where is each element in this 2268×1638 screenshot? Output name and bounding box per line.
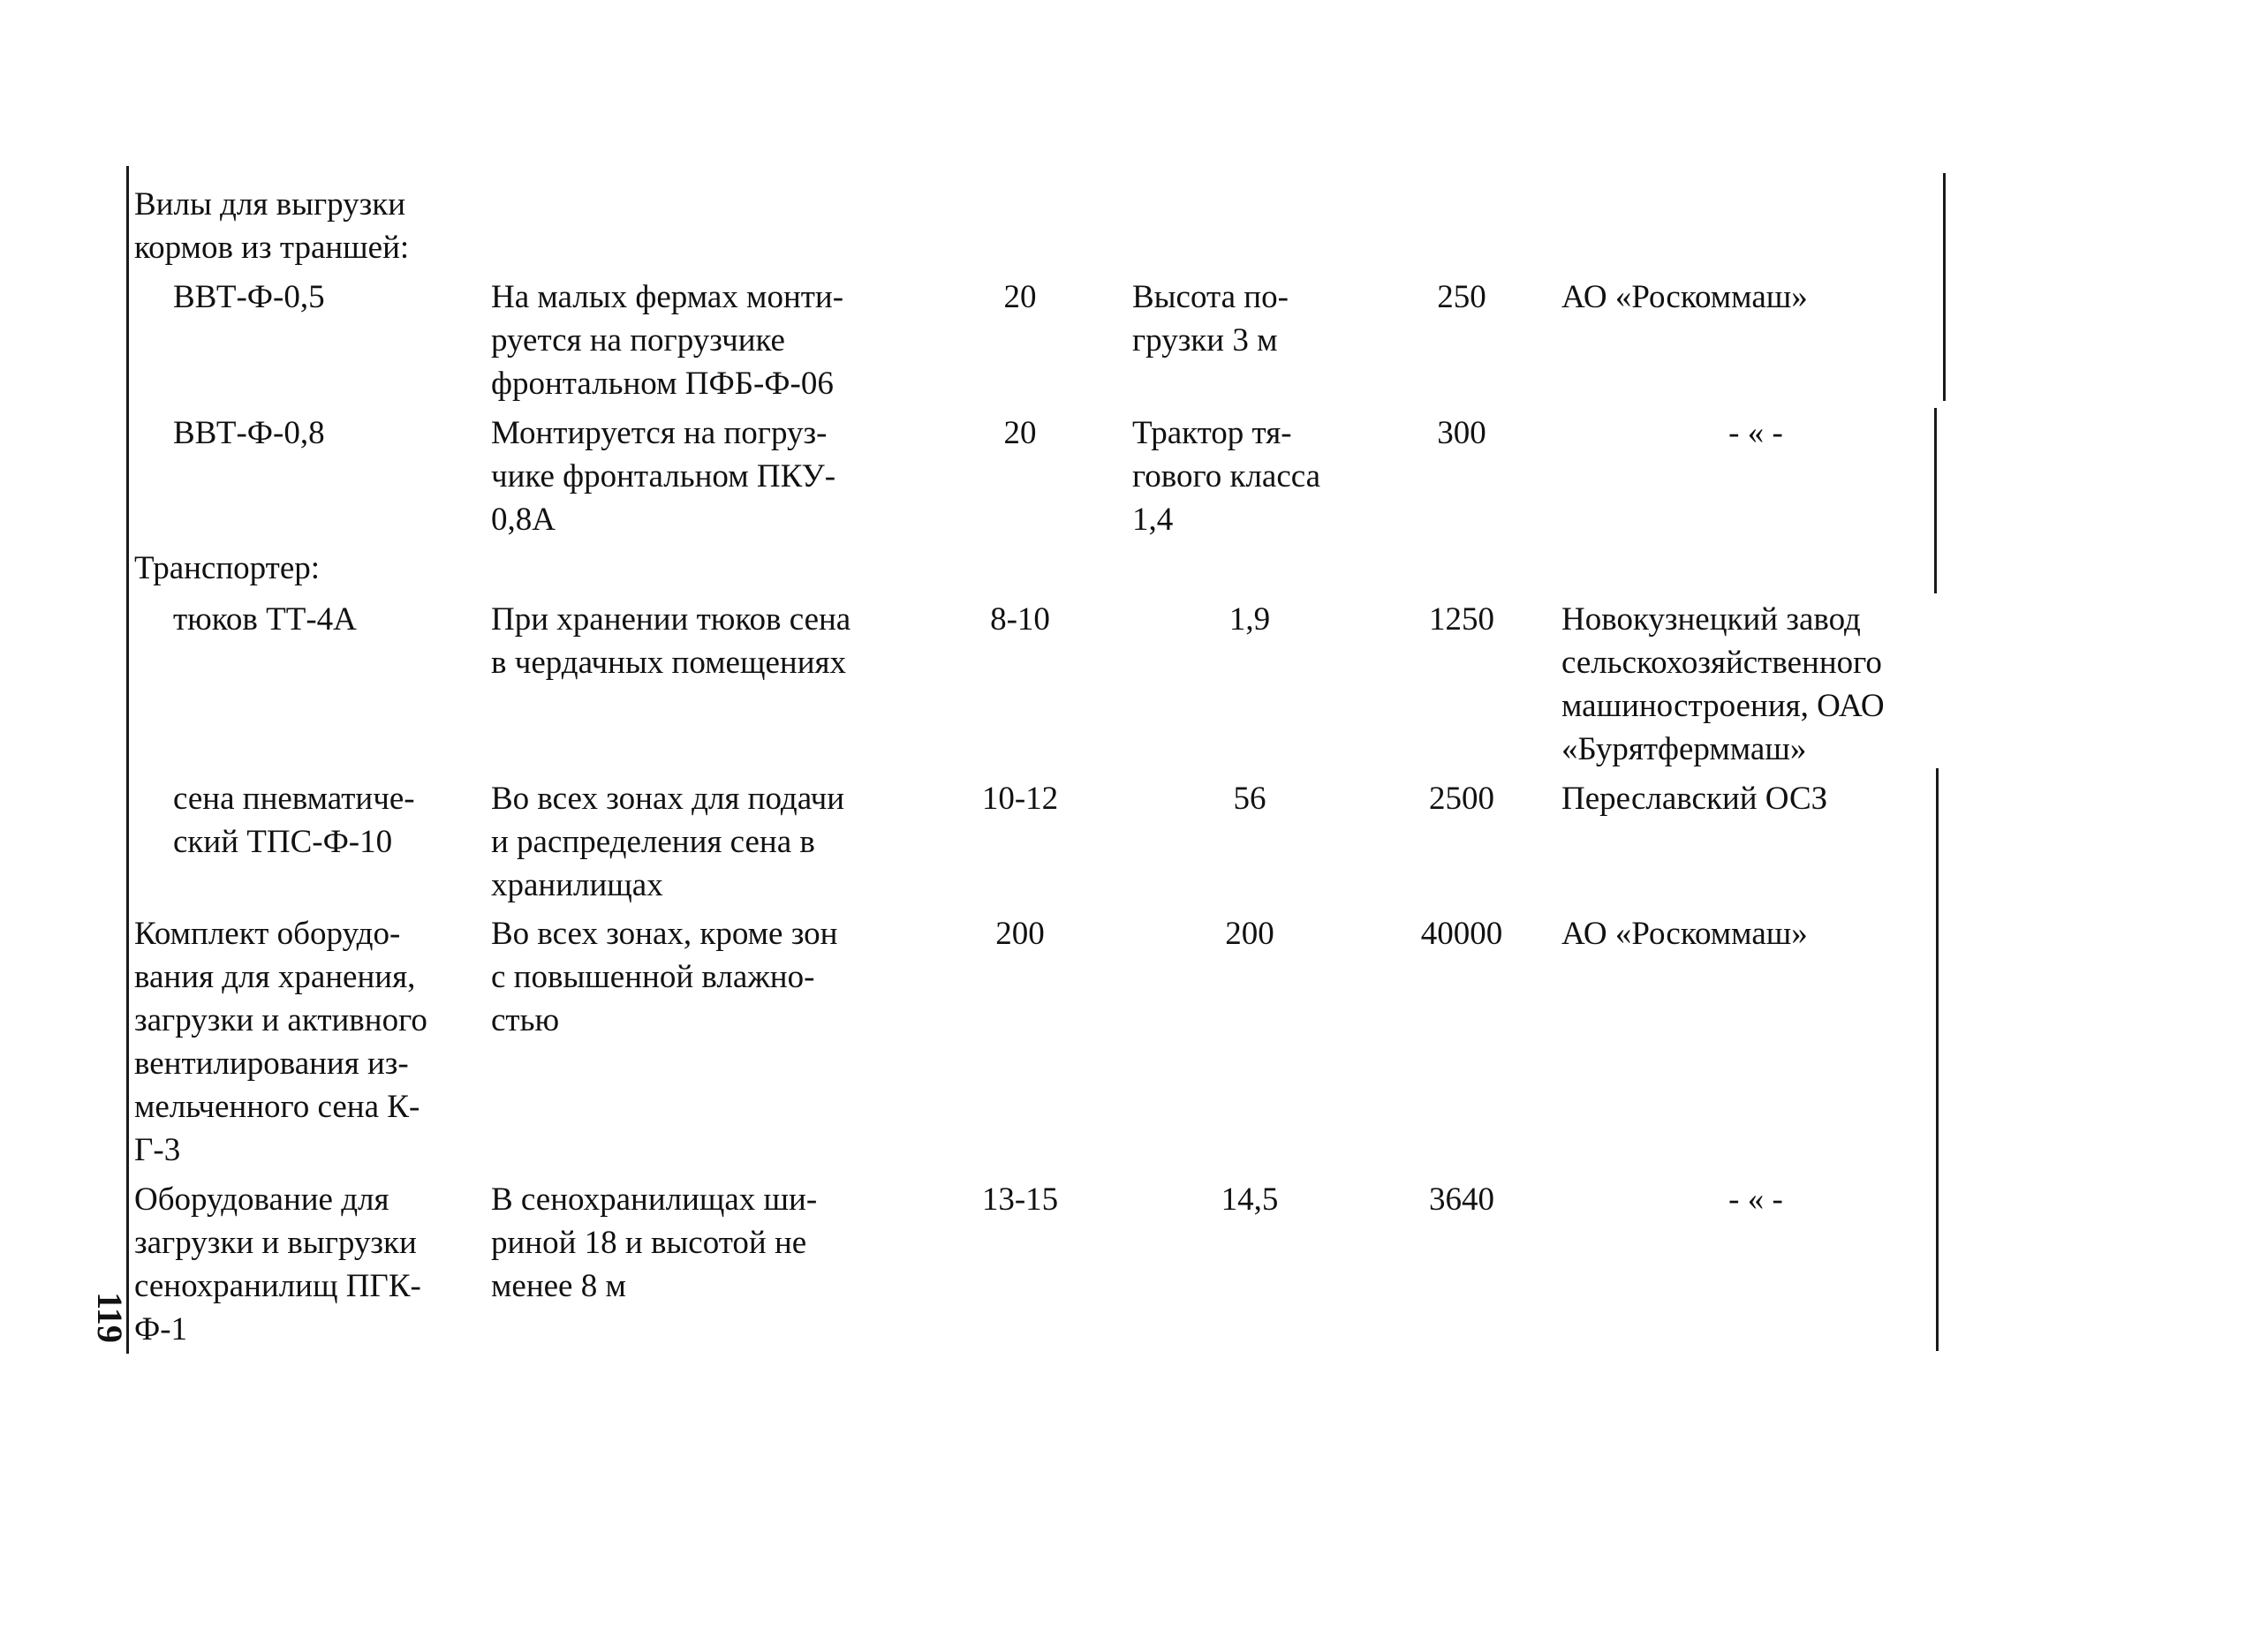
- item-name: ВВТ-Ф-0,8: [173, 415, 325, 451]
- item-capacity: 13-15: [981, 1181, 1059, 1218]
- item-name: тюков ТТ-4А: [173, 601, 357, 638]
- item-name: Комплект оборудо- вания для хранения, загрузки и активного вентилирования из- мельченного сена К- Г-3: [134, 916, 427, 1168]
- item-name: ВВТ-Ф-0,5: [173, 279, 325, 315]
- item-name: Вилы для выгрузки кормов из траншей:: [134, 186, 410, 266]
- item-mass: 250: [1437, 279, 1486, 315]
- item-power: 1,9: [1228, 601, 1271, 638]
- item-name: Транспортер:: [134, 550, 321, 586]
- item-manufacturer: - « -: [1728, 1181, 1783, 1218]
- item-power: 14,5: [1221, 1181, 1279, 1218]
- item-manufacturer: Переславский ОСЗ: [1561, 781, 1828, 817]
- item-manufacturer: Новокузнецкий завод сельскохозяйственного машиностроения, ОАО «Бурятферммаш»: [1561, 601, 1885, 767]
- item-manufacturer: - « -: [1728, 415, 1783, 451]
- item-mass: 300: [1437, 415, 1486, 451]
- item-usage: В сенохранилищах ши- риной 18 и высотой не менее 8 м: [491, 1181, 818, 1304]
- table-left-border: [126, 166, 129, 1354]
- item-usage: Во всех зонах для подачи и распределения сена в хранилищах: [491, 781, 845, 903]
- item-power: 200: [1225, 916, 1274, 952]
- item-power: 56: [1233, 781, 1266, 817]
- item-usage: На малых фермах монти- руется на погрузчике фронтальном ПФБ-Ф-06: [491, 279, 844, 402]
- item-name: сена пневматиче- ский ТПС-Ф-10: [173, 781, 415, 860]
- item-usage: Во всех зонах, кроме зон с повышенной влажно- стью: [491, 916, 838, 1038]
- item-usage: Монтируется на погруз- чике фронтальном ПКУ- 0,8А: [491, 415, 836, 538]
- item-mass: 1250: [1429, 601, 1494, 638]
- item-power: Трактор тя- гового класса 1,4: [1132, 415, 1321, 538]
- item-manufacturer: АО «Роскоммаш»: [1561, 279, 1808, 315]
- item-name: Оборудование для загрузки и выгрузки сенохранилищ ПГК- Ф-1: [134, 1181, 421, 1347]
- item-mass: 3640: [1429, 1181, 1494, 1218]
- item-capacity: 20: [1003, 279, 1037, 315]
- item-capacity: 10-12: [981, 781, 1059, 817]
- table-right-border-bottom: [1936, 768, 1939, 1351]
- page-number: 119: [90, 1292, 130, 1343]
- item-capacity: 200: [995, 916, 1045, 952]
- item-mass: 2500: [1429, 781, 1494, 817]
- item-capacity: 20: [1003, 415, 1037, 451]
- item-usage: При хранении тюков сена в чердачных помещениях: [491, 601, 851, 681]
- item-manufacturer: АО «Роскоммаш»: [1561, 916, 1808, 952]
- item-mass: 40000: [1420, 916, 1503, 952]
- item-capacity: 8-10: [990, 601, 1050, 638]
- item-power: Высота по- грузки 3 м: [1132, 279, 1289, 359]
